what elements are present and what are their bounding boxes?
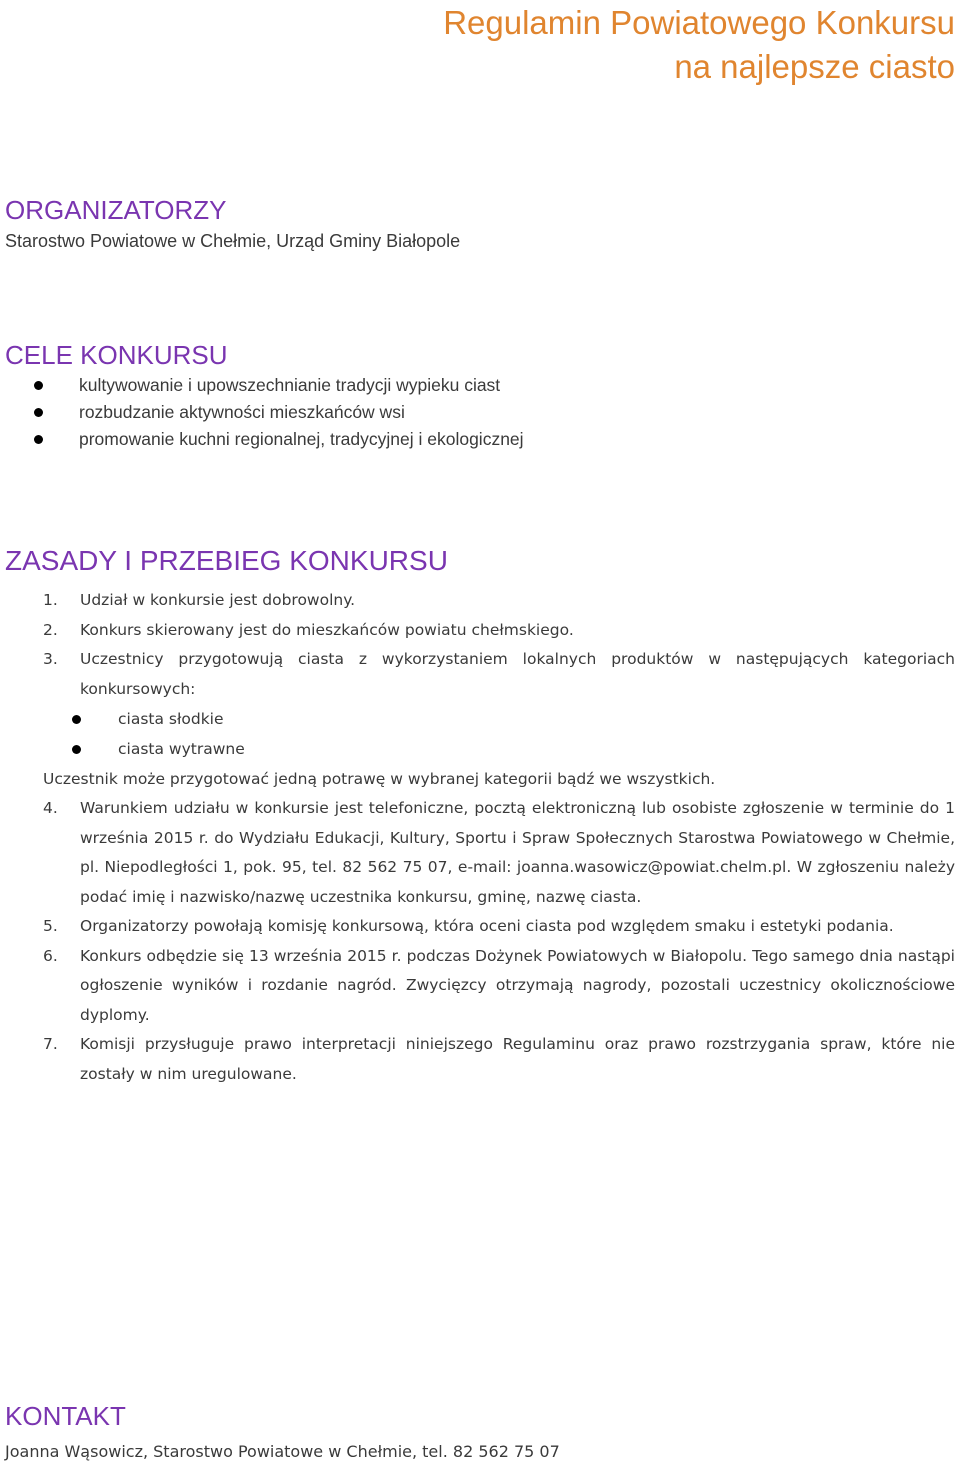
rule-text: Uczestnicy przygotowują ciasta z wykorzystaniem lokalnych produktów w następujących kategoriach konkursowych:: [80, 650, 955, 698]
rule-number: 4.: [43, 799, 58, 817]
rule-number: 1.: [43, 591, 58, 609]
contact-text: Joanna Wąsowicz, Starostwo Powiatowe w Chełmie, tel. 82 562 75 07: [5, 1442, 560, 1461]
rule-item-2: [43, 616, 955, 646]
goal-item: promowanie kuchni regionalnej, tradycyjnej i ekologicznej: [34, 426, 524, 453]
rule-item-4: [43, 794, 955, 912]
rule-text: Udział w konkursie jest dobrowolny.: [80, 591, 356, 609]
rule-number: 2.: [43, 620, 58, 639]
bullet-icon: [72, 745, 81, 754]
rule-number: 3.: [43, 650, 58, 668]
rule-item-5: [43, 912, 955, 942]
rule-text: Konkurs odbędzie się 13 września 2015 r. podczas Dożynek Powiatowych w Białopolu. Tego samego dnia nastąpi ogłoszenie wyników i rozdanie nagród. Zwycięzcy otrzymają nagrody, pozostali uczestnicy okolicznościowe dyplomy.: [80, 946, 955, 1024]
rule-item-1: [43, 586, 955, 616]
organizers-heading: ORGANIZATORZY: [5, 195, 227, 225]
rule-text: Organizatorzy powołają komisję konkursową, która oceni ciasta pod względem smaku i estetyki podania.: [80, 917, 894, 935]
categories-list: [43, 704, 955, 764]
rule-number: 7.: [43, 1035, 58, 1053]
category-item: ciasta słodkie: [43, 704, 955, 734]
bullet-icon: [34, 381, 43, 390]
bullet-icon: [34, 435, 43, 444]
rules-list: [43, 586, 955, 1089]
rule-item-7: [43, 1030, 955, 1089]
category-note: Uczestnik może przygotować jedną potrawę w wybranej kategorii bądź we wszystkich.: [43, 770, 716, 788]
bullet-icon: [34, 408, 43, 417]
goals-heading: CELE KONKURSU: [5, 340, 228, 370]
rule-item-3: [43, 645, 955, 704]
document-title-line-2: na najlepsze ciasto: [674, 48, 955, 85]
rule-text: Warunkiem udziału w konkursie jest telefoniczne, pocztą elektroniczną lub osobiste zgłoszenie w terminie do 1 września 2015 r. do Wydziału Edukacji, Kultury, Sportu i Spraw Społecznych Starostwa Powiatowego w Chełmie, pl. Niepodległości 1, pok. 95, tel. 82 562 75 07, e-mail: joanna.wasowicz@powiat.chelm.pl. W zgłoszeniu należy podać imię i nazwisko/nazwę uczestnika konkursu, gminę, nazwę ciasta.: [80, 799, 955, 906]
goals-list: [34, 372, 524, 453]
category-item: ciasta wytrawne: [43, 734, 955, 764]
goal-item: kultywowanie i upowszechnianie tradycji wypieku ciast: [34, 372, 524, 399]
rule-text: Komisji przysługuje prawo interpretacji niniejszego Regulaminu oraz prawo rozstrzygania spraw, które nie zostały w nim uregulowane.: [80, 1035, 955, 1083]
rule-text: Konkurs skierowany jest do mieszkańców powiatu chełmskiego.: [80, 620, 574, 639]
rule-number: 6.: [43, 946, 58, 965]
document-title-line-1: Regulamin Powiatowego Konkursu: [443, 4, 955, 41]
bullet-icon: [72, 715, 81, 724]
rules-heading: ZASADY I PRZEBIEG KONKURSU: [5, 545, 448, 576]
goal-item: rozbudzanie aktywności mieszkańców wsi: [34, 399, 524, 426]
rule-item-6: [43, 942, 955, 1031]
rule-number: 5.: [43, 917, 58, 935]
organizers-text: Starostwo Powiatowe w Chełmie, Urząd Gminy Białopole: [5, 231, 461, 251]
contact-heading: KONTAKT: [5, 1401, 126, 1431]
